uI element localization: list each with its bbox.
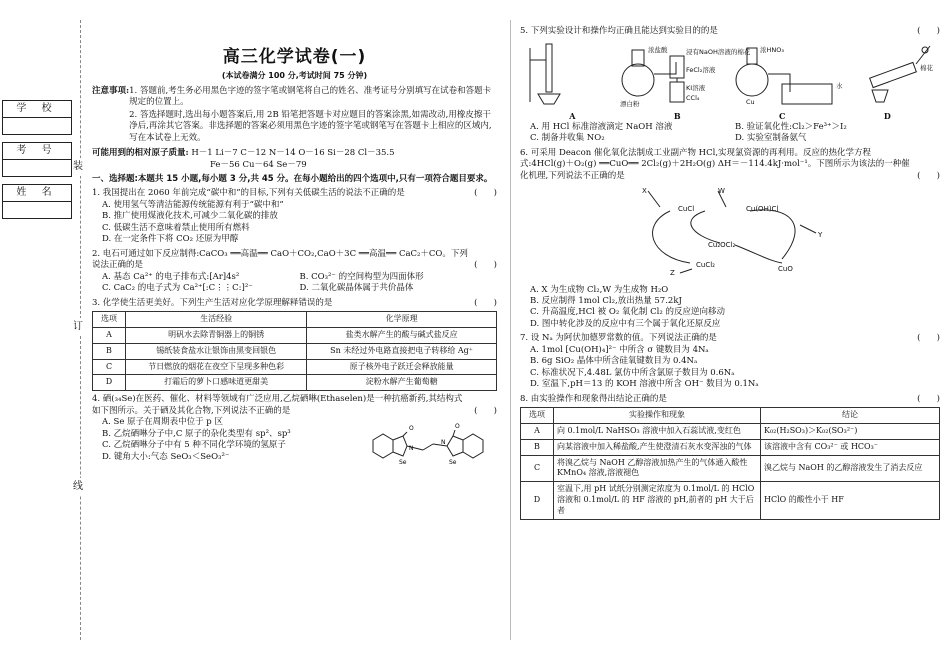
left-column (92, 40, 497, 467)
table-header-row (521, 408, 940, 424)
option-b[interactable]: B. 乙烷硒啉分子中,C 原子的杂化类型有 sp²、sp³ (102, 428, 291, 439)
name-field[interactable] (3, 202, 71, 218)
question-4 (92, 394, 497, 467)
table-cell: 打霜后的萝卜口感味道更甜美 (126, 375, 307, 391)
table-header: 实验操作和现象 (554, 408, 761, 424)
option-a[interactable]: A. 基态 Ca²⁺ 的电子排布式:[Ar]4s² (102, 271, 240, 282)
option-d[interactable]: D. 在一定条件下将 CO₂ 还原为甲醇 (102, 234, 239, 245)
fig-text: 漂白粉 (620, 100, 640, 109)
table-cell: 明矾水去除青铜器上的铜锈 (126, 327, 307, 343)
answer-paren: ( ) (917, 393, 940, 404)
section-heading: 一、选择题:本题共 15 小题,每小题 3 分,共 45 分。在每小题给出的四个选项中,只有一项符合题目要求。 (92, 174, 493, 185)
option-c[interactable]: C. 标准状况下,4.48L 氯仿中所含氯原子数目为 0.6Nₐ (530, 367, 735, 378)
question-stem: 5. 下列实验设计和操作均正确且能达到实验目的的是 (520, 26, 718, 36)
note-item: 1. 答题前,考生务必用黑色字迹的签字笔或钢笔将自己的姓名、准考证号分别填写在试卷和答题卡规定的位置上。 (129, 85, 492, 108)
notes-label: 注意事项: (92, 85, 130, 96)
option-c[interactable]: C. 制备并收集 NO₂ (530, 133, 605, 144)
table-row (521, 424, 940, 440)
question-6 (520, 148, 940, 331)
mech-label: W (718, 187, 725, 196)
table-cell: 将溴乙烷与 NaOH 乙醇溶液加热产生的气体通入酸性 KMnO₄ 溶液,溶液褪色 (554, 455, 761, 482)
svg-text:N: N (441, 439, 446, 447)
fig-text: 棉花 (920, 64, 933, 73)
option-c[interactable]: C. CaC₂ 的电子式为 Ca²⁺[:C⋮⋮C:]²⁻ (102, 283, 253, 294)
answer-paren: ( ) (474, 188, 497, 199)
question-stem: 3. 化学使生活更美好。下列生产生活对应化学原理解释错误的是 (92, 297, 333, 308)
table-cell: 该溶液中含有 CO₃²⁻ 或 HCO₃⁻ (761, 439, 940, 455)
table-cell: C (521, 455, 554, 482)
page-title: 高三化学试卷(一) (222, 47, 367, 67)
fig-label: A (569, 110, 576, 121)
fig-label: B (673, 110, 681, 121)
fig-text: Cu (746, 98, 755, 107)
atomic-masses-line1: H－1 Li－7 C－12 N－14 O－16 Si－28 Cl－35.5 (191, 148, 395, 159)
table-cell: 向 0.1mol/L NaHSO₃ 溶液中加入石蕊试液,变红色 (554, 424, 761, 440)
mech-node: CuCl (678, 205, 695, 214)
fig-text: 水 (836, 82, 843, 91)
table-cell: 溴乙烷与 NaOH 的乙醇溶液发生了消去反应 (761, 455, 940, 482)
fig-text: FeCl₂溶液 (686, 66, 716, 75)
option-d[interactable]: D. 键角大小:气态 SeO₃＜SeO₃²⁻ (102, 451, 230, 462)
option-c[interactable]: C. 乙烷硒啉分子中有 5 种不同化学环境的氢原子 (102, 440, 286, 451)
option-b[interactable]: B. 验证氧化性:Cl₂＞Fe³⁺＞I₂ (735, 121, 847, 132)
binding-strip (0, 0, 95, 654)
q6-mechanism-diagram (520, 185, 940, 277)
option-a[interactable]: A. Se 原子在周期表中位于 p 区 (102, 417, 223, 428)
mech-node: CuO (778, 265, 793, 274)
binding-char-zhuang: 装 (73, 158, 83, 176)
fig-text: KI溶液 (686, 84, 706, 93)
binding-char-ding: 订 (73, 318, 83, 336)
svg-text:O: O (455, 423, 460, 431)
table-cell: B (521, 439, 554, 455)
answer-paren: ( ) (474, 405, 497, 416)
question-8 (520, 394, 940, 520)
mech-node: Cu₂OCl₂ (708, 241, 736, 250)
atomic-masses-line2: Fe－56 Cu－64 Se－79 (210, 159, 307, 170)
ethaselen-structure (363, 420, 493, 474)
table-cell: 锡纸装食盐水让银饰由黑变回银色 (126, 343, 307, 359)
fig-text: 浓盐酸 (648, 46, 668, 55)
table-cell: 向某溶液中加入稀盐酸,产生使澄清石灰水变浑浊的气体 (554, 439, 761, 455)
table-header-row (93, 312, 497, 328)
option-b[interactable]: B. 反应制得 1mol Cl₂,放出热量 57.2kJ (530, 296, 682, 307)
svg-text:O: O (409, 425, 414, 433)
answer-paren: ( ) (917, 170, 940, 181)
svg-text:N: N (409, 445, 414, 453)
column-divider (510, 20, 511, 640)
mech-node: CuCl₂ (696, 261, 715, 270)
table-row (93, 343, 497, 359)
fig-label: C (779, 110, 786, 121)
notes-block (92, 86, 497, 145)
table-cell: 盐类水解产生的酸与碱式盐反应 (307, 327, 497, 343)
question-3 (92, 298, 497, 391)
table-cell: K₀₂(H₂SO₃)＞K₀₂(SO₃²⁻) (761, 424, 940, 440)
svg-text:Se: Se (399, 459, 407, 467)
question-stem: 8. 由实验操作和现象得出结论正确的是 (520, 393, 667, 404)
table-cell: 室温下,用 pH 试纸分别测定浓度为 0.1mol/L 的 HClO 溶液和 0.1mol/L 的 HF 溶液的 pH,前者的 pH 大于后者 (554, 482, 761, 519)
exam-no-field[interactable] (3, 160, 71, 176)
table-header: 结论 (761, 408, 940, 424)
table-row (521, 455, 940, 482)
exam-no-label: 考 号 (3, 143, 71, 160)
table-row (521, 439, 940, 455)
option-d[interactable]: D. 二氧化碳晶体属于共价晶体 (299, 283, 414, 294)
table-cell: A (93, 327, 126, 343)
q3-table (92, 311, 497, 391)
q5-apparatus-figure (520, 40, 940, 108)
svg-text:Se: Se (449, 459, 457, 467)
question-stem: 6. 可采用 Deacon 催化氧化法制成工业副产物 HCl,实现氯资源的再利用。反应的热化学方程式:4HCl(g)＋O₂(g) ══CuO══ 2Cl₂(g)＋2H₂O(g) ΔH＝－114.4kJ·mol⁻¹。下图所示为该法的一种催化机理,下列说法不正确的是 (520, 147, 910, 181)
note-item: 2. 答选择题时,选出每小题答案后,用 2B 铅笔把答题卡对应题目的答案涂黑,如需改动,用橡皮擦干净后,再涂其它答案。非选择题的答案必须用黑色字迹的签字笔或钢笔写在答题卡上相应的区域内,写在本试卷上无效。 (129, 109, 492, 143)
fig-text: 浸有NaOH溶液的棉花 (686, 48, 751, 57)
table-header: 选项 (521, 408, 554, 424)
school-field[interactable] (3, 118, 71, 134)
table-cell: B (93, 343, 126, 359)
table-row (93, 359, 497, 375)
table-cell: D (93, 375, 126, 391)
option-b[interactable]: B. 推广使用煤液化技术,可减少二氧化碳的排放 (102, 211, 278, 222)
school-label: 学 校 (3, 101, 71, 118)
exam-subtitle: (本试卷满分 100 分,考试时间 75 分钟) (221, 70, 368, 80)
exam-no-box (2, 142, 72, 177)
table-row (521, 482, 940, 519)
table-header: 化学原理 (307, 312, 497, 328)
question-7 (520, 333, 940, 390)
option-d[interactable]: D. 图中转化涉及的反应中有三个属于氧化还原反应 (530, 318, 721, 329)
table-cell: 淀粉水解产生葡萄糖 (307, 375, 497, 391)
option-c[interactable]: C. 低碳生活不意味着禁止使用所有燃料 (102, 222, 250, 233)
answer-paren: ( ) (917, 26, 940, 36)
table-row (93, 327, 497, 343)
question-2 (92, 249, 497, 295)
answer-paren: ( ) (917, 333, 940, 344)
answer-paren: ( ) (474, 260, 497, 271)
question-stem: 7. 设 Nₐ 为阿伏加德罗常数的值。下列说法正确的是 (520, 333, 717, 344)
option-b[interactable]: B. CO₃²⁻ 的空间构型为四面体形 (299, 271, 424, 282)
table-cell: 原子核外电子跃迁会释放能量 (307, 359, 497, 375)
option-b[interactable]: B. 6g SiO₂ 晶体中所含硅氧键数目为 0.4Nₐ (530, 356, 698, 367)
answer-paren: ( ) (474, 297, 497, 308)
name-box (2, 184, 72, 219)
option-a[interactable]: A. 使用氢气等清洁能源传统能源有利于“碳中和” (102, 199, 284, 210)
mech-label: Z (670, 269, 675, 278)
q8-table (520, 407, 940, 519)
fig-text: CCl₄ (686, 94, 700, 103)
option-d[interactable]: D. 室温下,pH＝13 的 KOH 溶液中所含 OH⁻ 数目为 0.1Nₐ (530, 379, 759, 390)
table-header: 生活经验 (126, 312, 307, 328)
question-1 (92, 188, 497, 245)
atomic-masses-label: 可能用到的相对原子质量: (92, 148, 189, 159)
binding-char-xian: 线 (73, 478, 83, 496)
fig-label: D (883, 110, 891, 121)
question-stem: 1. 我国提出在 2060 年前完成“碳中和”的目标,下列有关低碳生活的说法不正确的是 (92, 188, 405, 199)
right-column (520, 20, 940, 520)
table-cell: 节日燃放的烟花在夜空下呈现多种色彩 (126, 359, 307, 375)
question-stem: 4. 硒(₃₄Se)在医药、催化、材料等领域有广泛应用,乙烷硒啉(Ethaselen)是一种抗癌新药,其结构式如下图所示。关于硒及其化合物,下列说法不正确的是 (92, 394, 463, 416)
table-cell: A (521, 424, 554, 440)
school-box (2, 100, 72, 135)
table-cell: HClO 的酸性小于 HF (761, 482, 940, 519)
option-a[interactable]: A. X 为生成物 Cl₂,W 为生成物 H₂O (530, 284, 669, 295)
table-cell: D (521, 482, 554, 519)
table-cell: Sn 未经过外电路直接把电子转移给 Ag⁺ (307, 343, 497, 359)
name-label: 姓 名 (3, 185, 71, 202)
mech-label: X (642, 187, 647, 196)
question-5 (520, 26, 940, 145)
fig-text: 浓HNO₃ (760, 46, 784, 55)
option-a[interactable]: A. 用 HCl 标准溶液滴定 NaOH 溶液 (530, 121, 673, 132)
option-a[interactable]: A. 1mol [Cu(OH)₄]²⁻ 中所含 σ 键数目为 4Nₐ (530, 344, 709, 355)
mech-node: Cu(OH)Cl (746, 205, 779, 214)
atomic-masses (92, 148, 497, 171)
question-stem: 2. 电石可通过如下反应制得:CaCO₃ ══高温══ CaO＋CO₂,CaO＋3C ══高温══ CaC₂＋CO。下列说法正确的是 (92, 248, 468, 271)
table-header: 选项 (93, 312, 126, 328)
table-cell: C (93, 359, 126, 375)
option-c[interactable]: C. 升高温度,HCl 被 O₂ 氧化制 Cl₂ 的反应逆向移动 (530, 307, 725, 318)
table-row (93, 375, 497, 391)
mech-label: Y (818, 231, 823, 240)
option-d[interactable]: D. 实验室制备氨气 (735, 133, 807, 144)
